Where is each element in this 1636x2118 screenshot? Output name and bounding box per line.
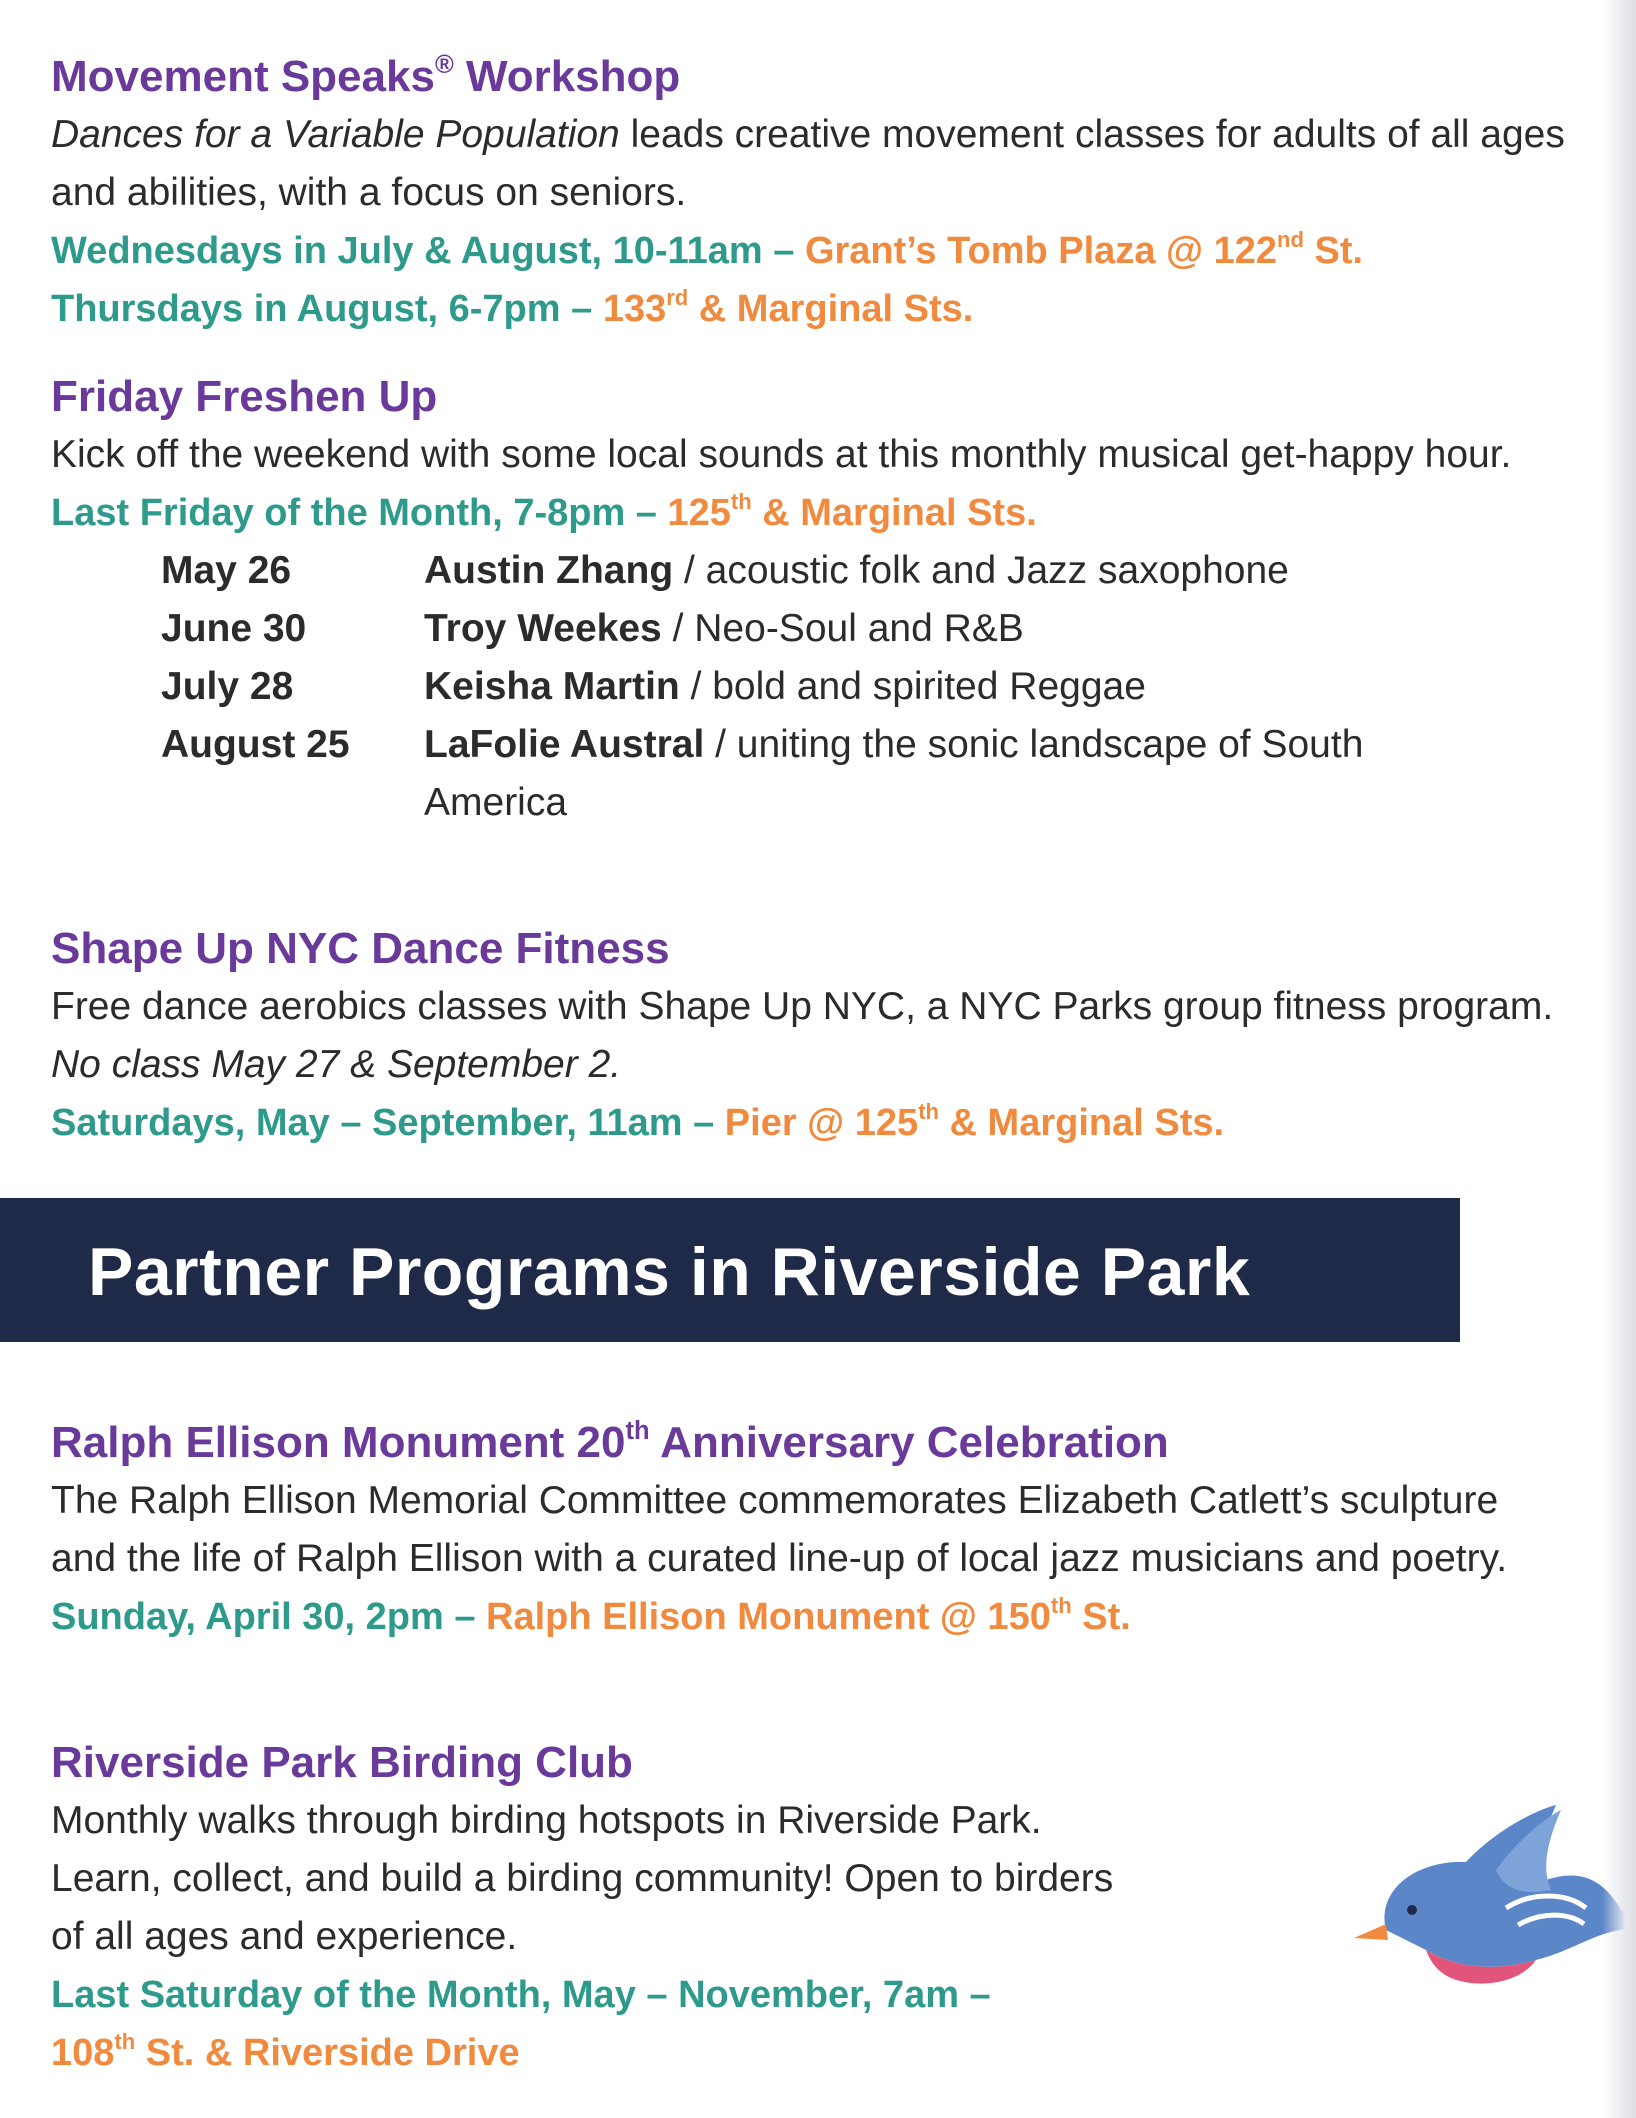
lineup-date: August 25 [161, 723, 350, 766]
lineup-date: July 28 [161, 665, 294, 708]
lineup-date: May 26 [161, 549, 292, 592]
title-text: Movement Speaks [51, 52, 435, 101]
banner-ribbon-edge [1430, 1198, 1480, 1342]
event-description [51, 106, 1611, 222]
lineup-row [161, 716, 1611, 832]
schedule-line [51, 1588, 1611, 1646]
event-title: Friday Freshen Up [51, 372, 438, 421]
schedule-time: Saturdays, May – September, 11am – [51, 1102, 725, 1144]
lineup-act: Troy Weekes / Neo-Soul and R&B [424, 607, 1024, 650]
event-friday-freshen-up [51, 368, 1611, 832]
event-description: Free dance aerobics classes with Shape Up NYC, a NYC Parks group fitness program. No class May 27 & September 2. [51, 985, 1554, 1086]
event-title: Shape Up NYC Dance Fitness [51, 924, 670, 973]
lineup-date: June 30 [161, 607, 307, 650]
schedule-line [51, 1094, 1611, 1152]
lineup-row [161, 658, 1611, 716]
event-description: The Ralph Ellison Memorial Committee commemorates Elizabeth Catlett’s sculpture and the life of Ralph Ellison with a curated line-up of local jazz musicians and poetry. [51, 1479, 1508, 1580]
schedule-time: Wednesdays in July & August, 10-11am – [51, 230, 805, 272]
lineup-row [161, 542, 1611, 600]
title-text-suffix: Workshop [453, 52, 681, 101]
schedule-line-1 [51, 222, 1611, 280]
event-title [51, 48, 1611, 106]
event-title: Riverside Park Birding Club [51, 1738, 633, 1787]
bird-icon [1346, 1800, 1636, 2000]
schedule-location: 108th St. & Riverside Drive [51, 2029, 520, 2074]
schedule-time: Thursdays in August, 6-7pm – [51, 288, 603, 330]
schedule-exception: No class May 27 & September 2. [51, 1043, 622, 1086]
event-description: Kick off the weekend with some local sounds at this monthly musical get-happy hour. [51, 433, 1512, 476]
event-ralph-ellison [51, 1414, 1611, 1646]
event-shape-up-nyc [51, 920, 1611, 1152]
schedule-location: Ralph Ellison Monument @ 150th St. [486, 1593, 1131, 1638]
lineup-act: LaFolie Austral / uniting the sonic landscape of South America [424, 723, 1364, 824]
schedule-location: Pier @ 125th & Marginal Sts. [724, 1099, 1225, 1144]
page-edge-shadow [1602, 0, 1636, 2118]
schedule-location: 125th & Marginal Sts. [667, 489, 1037, 534]
performer-lineup [161, 542, 1611, 832]
lineup-act: Austin Zhang / acoustic folk and Jazz saxophone [424, 549, 1289, 592]
schedule-line [51, 484, 1611, 542]
event-movement-speaks [51, 48, 1611, 338]
section-heading: Partner Programs in Riverside Park [88, 1234, 1251, 1310]
schedule-line-2 [51, 280, 1611, 338]
event-description: Monthly walks through birding hotspots in Riverside Park. Learn, collect, and build a birding community! Open to birders of all ages and experience. [51, 1799, 1114, 1958]
event-title: Ralph Ellison Monument 20th Anniversary Celebration [51, 1416, 1169, 1467]
registered-mark: ® [434, 50, 454, 79]
schedule-time: Last Friday of the Month, 7-8pm – [51, 492, 668, 534]
schedule-time: Sunday, April 30, 2pm – [51, 1596, 487, 1638]
company-name: Dances for a Variable Population [51, 113, 620, 156]
lineup-act: Keisha Martin / bold and spirited Reggae [424, 665, 1146, 708]
schedule-location: Grant’s Tomb Plaza @ 122nd St. [804, 227, 1364, 272]
lineup-row [161, 600, 1611, 658]
description-text: leads creative movement classes for adults of all ages and abilities, with a focus on seniors. [51, 113, 1565, 214]
schedule-location: 133rd & Marginal Sts. [602, 285, 974, 330]
schedule-time: Last Saturday of the Month, May – November, 7am – [51, 1974, 991, 2016]
